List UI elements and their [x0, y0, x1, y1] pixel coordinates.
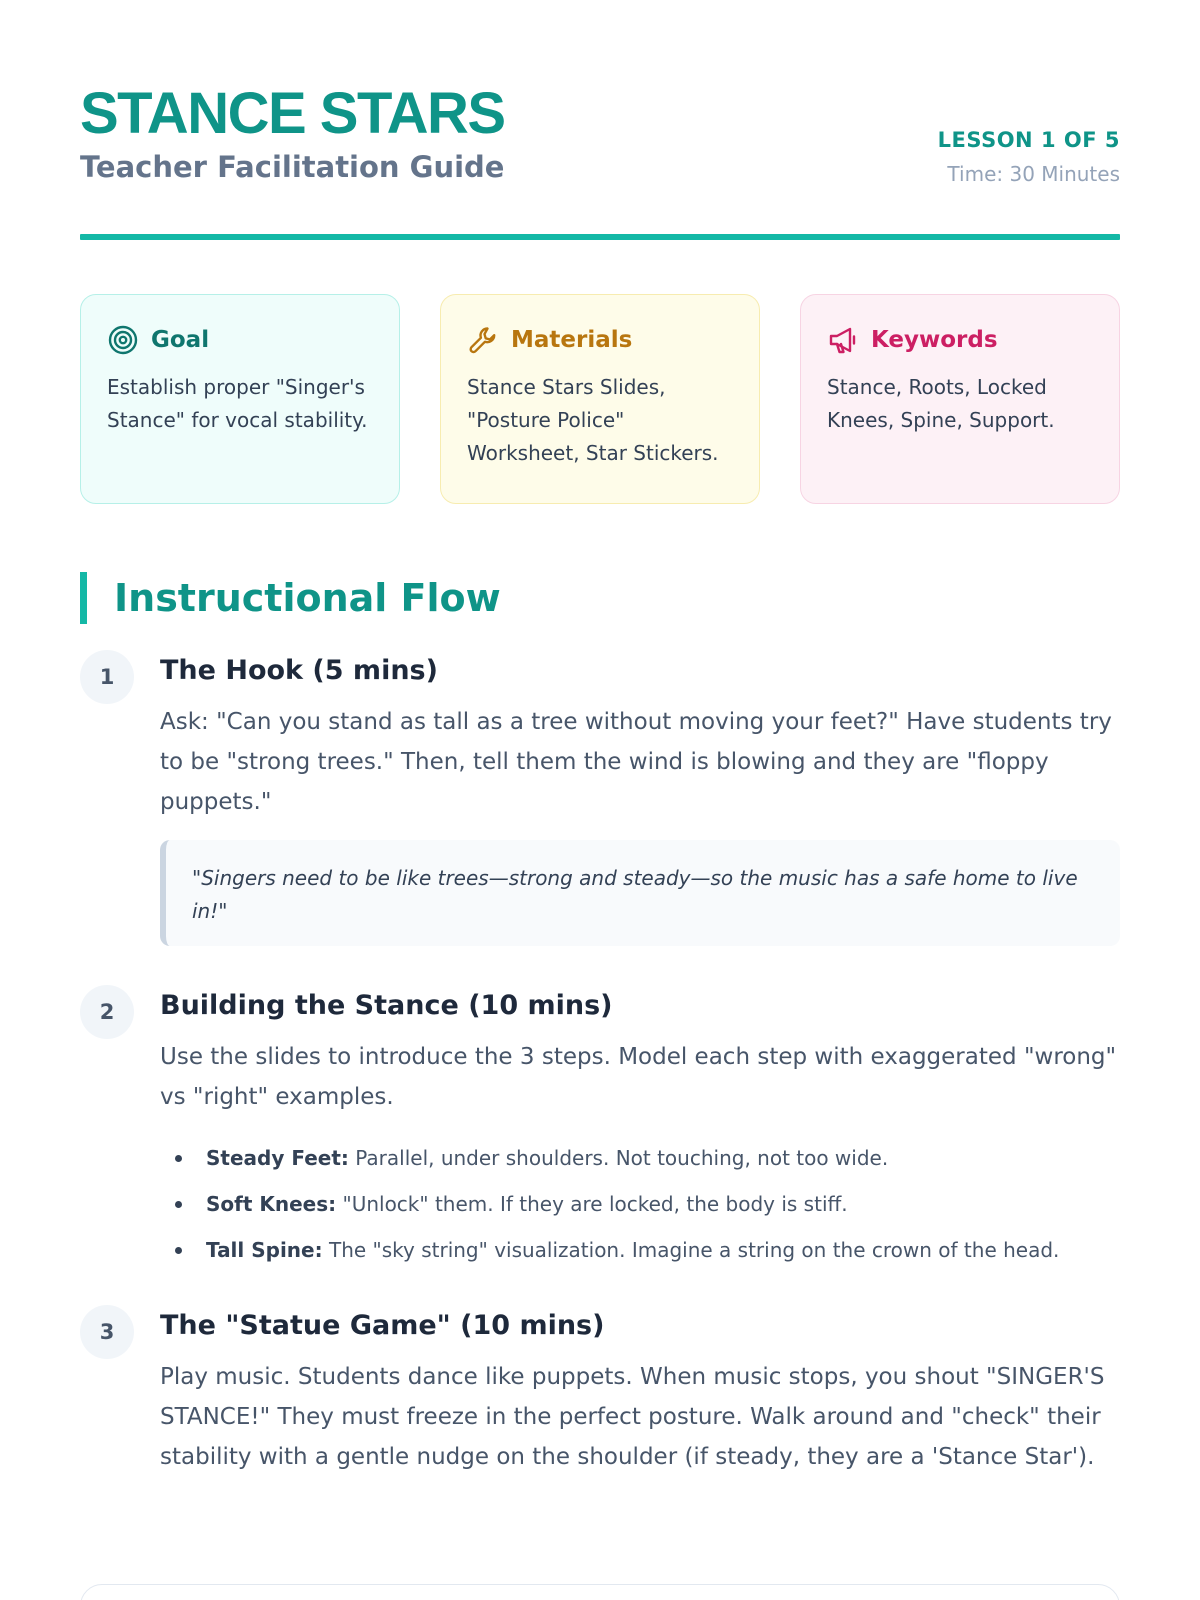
goal-title: Goal — [151, 327, 210, 353]
list-item-label: Soft Knees: — [206, 1192, 337, 1216]
goal-text: Establish proper "Singer's Stance" for vocal stability. — [107, 375, 368, 432]
keywords-card-header — [827, 323, 1093, 357]
lesson-time: Time: 30 Minutes — [947, 162, 1120, 186]
target-icon — [107, 324, 139, 356]
wrench-icon — [467, 324, 499, 356]
list-item — [160, 1181, 1120, 1227]
list-item-text: "Unlock" them. If they are locked, the body is stiff. — [336, 1192, 848, 1216]
step-number-badge: 1 — [80, 650, 134, 704]
materials-text: Stance Stars Slides, "Posture Police" Worksheet, Star Stickers. — [467, 375, 719, 465]
step-description: Play music. Students dance like puppets. When music stops, you shout "SINGER'S STANCE!" They must freeze in the perfect posture. Walk around and "check" their stability with a gentle nudge on the shoulder (if steady, they are a 'Stance Star'). — [160, 1364, 1105, 1470]
step-title: Building the Stance (10 mins) — [160, 990, 613, 1021]
keywords-text: Stance, Roots, Locked Knees, Spine, Support. — [827, 375, 1055, 432]
list-item — [160, 1135, 1120, 1181]
megaphone-icon — [827, 324, 859, 356]
step-title: The Hook (5 mins) — [160, 655, 438, 686]
list-item — [160, 1227, 1120, 1273]
next-section-card — [80, 1584, 1120, 1600]
list-item-text: Parallel, under shoulders. Not touching, not too wide. — [348, 1146, 889, 1170]
keywords-card — [800, 294, 1120, 504]
list-item-label: Tall Spine: — [206, 1238, 323, 1262]
keywords-title: Keywords — [871, 327, 998, 353]
step-title: The "Statue Game" (10 mins) — [160, 1310, 605, 1341]
step-description: Use the slides to introduce the 3 steps. Model each step with exaggerated "wrong" vs "right" examples. — [160, 1044, 1117, 1110]
lesson-meta — [938, 128, 1120, 186]
info-cards — [80, 294, 1120, 504]
page-subtitle: Teacher Facilitation Guide — [80, 150, 505, 184]
step-content — [160, 985, 1120, 1273]
step-description: Ask: "Can you stand as tall as a tree without moving your feet?" Have students try to be "strong trees." Then, tell them the wind is blowing and they are "floppy puppets." — [160, 709, 1112, 815]
goal-card-header — [107, 323, 373, 357]
materials-card — [440, 294, 760, 504]
page-title: STANCE STARS — [80, 81, 505, 146]
page-header — [80, 81, 1120, 244]
step-content — [160, 650, 1120, 946]
step-content — [160, 1305, 1120, 1477]
materials-card-header — [467, 323, 733, 357]
step-number-badge: 2 — [80, 985, 134, 1039]
section-heading: Instructional Flow — [80, 572, 501, 624]
lesson-number: LESSON 1 OF 5 — [937, 128, 1120, 152]
header-divider — [80, 234, 1120, 240]
list-item-text: The "sky string" visualization. Imagine a string on the crown of the head. — [322, 1238, 1060, 1262]
materials-title: Materials — [511, 327, 633, 353]
goal-card — [80, 294, 400, 504]
list-item-label: Steady Feet: — [206, 1146, 349, 1170]
teacher-quote: "Singers need to be like trees—strong and steady—so the music has a safe home to live in!" — [160, 840, 1120, 946]
step-number-badge: 3 — [80, 1305, 134, 1359]
stance-steps-list — [160, 1135, 1120, 1273]
